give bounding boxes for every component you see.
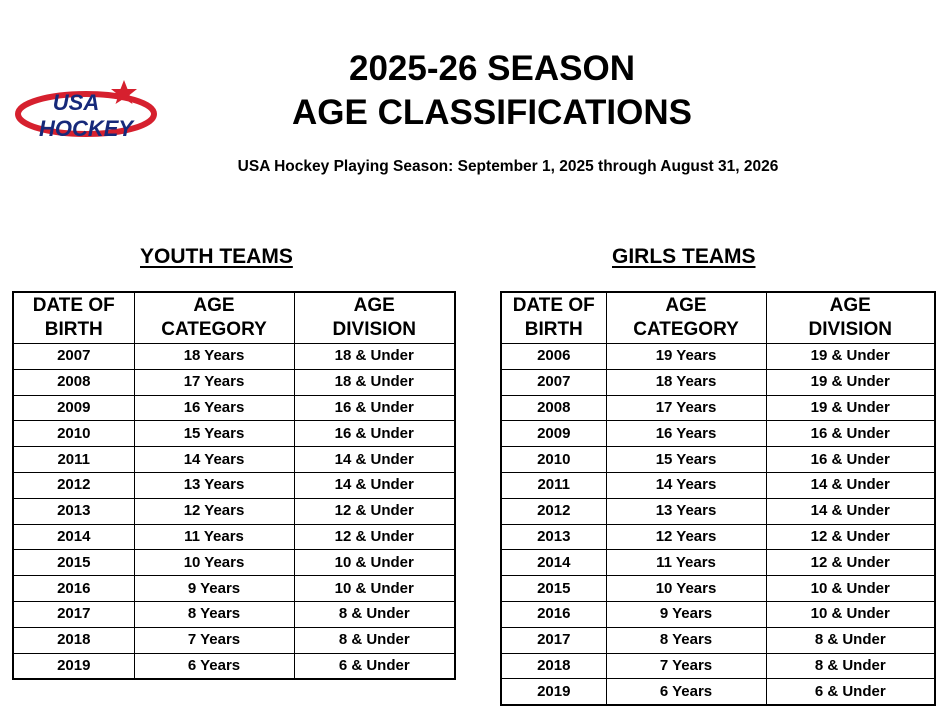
age-category-cell: 6 Years: [606, 679, 766, 705]
birth-year-cell: 2010: [501, 447, 606, 473]
age-category-cell: 14 Years: [606, 472, 766, 498]
age-category-cell: 12 Years: [606, 524, 766, 550]
age-category-cell: 10 Years: [606, 576, 766, 602]
table-row: [501, 395, 935, 421]
table-row: [13, 447, 455, 473]
birth-year-cell: 2006: [501, 344, 606, 370]
birth-year-cell: 2007: [501, 369, 606, 395]
age-division-cell: 8 & Under: [766, 653, 935, 679]
age-division-cell: 16 & Under: [766, 421, 935, 447]
age-division-cell: 14 & Under: [766, 498, 935, 524]
header-age-category: AGE CATEGORY: [134, 292, 294, 344]
girls-teams-heading: GIRLS TEAMS: [612, 245, 756, 268]
girls-teams-table: [500, 291, 936, 706]
age-category-cell: 11 Years: [606, 550, 766, 576]
age-division-cell: 6 & Under: [294, 653, 455, 679]
header-date-of-birth: DATE OF BIRTH: [13, 292, 134, 344]
age-category-cell: 7 Years: [134, 627, 294, 653]
birth-year-cell: 2010: [13, 421, 134, 447]
birth-year-cell: 2017: [501, 627, 606, 653]
age-division-cell: 16 & Under: [294, 421, 455, 447]
age-division-cell: 8 & Under: [294, 627, 455, 653]
birth-year-cell: 2019: [13, 653, 134, 679]
age-category-cell: 14 Years: [134, 447, 294, 473]
table-row: [501, 653, 935, 679]
age-division-cell: 14 & Under: [766, 472, 935, 498]
table-row: [501, 369, 935, 395]
header-age-category: AGE CATEGORY: [606, 292, 766, 344]
age-category-cell: 16 Years: [606, 421, 766, 447]
birth-year-cell: 2014: [501, 550, 606, 576]
table-row: [501, 679, 935, 705]
age-division-cell: 12 & Under: [766, 524, 935, 550]
table-row: [13, 498, 455, 524]
birth-year-cell: 2019: [501, 679, 606, 705]
table-row: [501, 472, 935, 498]
table-row: [13, 472, 455, 498]
season-dates: USA Hockey Playing Season: September 1, 2025 through August 31, 2026: [237, 158, 779, 175]
age-division-cell: 16 & Under: [766, 447, 935, 473]
table-row: [13, 627, 455, 653]
birth-year-cell: 2015: [13, 550, 134, 576]
age-division-cell: 10 & Under: [766, 601, 935, 627]
header-age-division: AGE DIVISION: [766, 292, 935, 344]
age-category-cell: 10 Years: [134, 550, 294, 576]
birth-year-cell: 2018: [501, 653, 606, 679]
age-division-cell: 16 & Under: [294, 395, 455, 421]
age-division-cell: 8 & Under: [766, 627, 935, 653]
age-division-cell: 18 & Under: [294, 344, 455, 370]
age-category-cell: 11 Years: [134, 524, 294, 550]
table-row: [13, 524, 455, 550]
age-division-cell: 12 & Under: [294, 498, 455, 524]
age-division-cell: 14 & Under: [294, 447, 455, 473]
table-row: [501, 576, 935, 602]
table-row: [501, 627, 935, 653]
age-category-cell: 16 Years: [134, 395, 294, 421]
age-division-cell: 10 & Under: [766, 576, 935, 602]
age-category-cell: 17 Years: [606, 395, 766, 421]
age-category-cell: 6 Years: [134, 653, 294, 679]
age-category-cell: 17 Years: [134, 369, 294, 395]
logo-hockey-text: HOCKEY: [38, 116, 134, 141]
table-header-row: [13, 292, 455, 344]
age-division-cell: 12 & Under: [766, 550, 935, 576]
table-row: [501, 524, 935, 550]
age-category-cell: 8 Years: [606, 627, 766, 653]
age-category-cell: 13 Years: [606, 498, 766, 524]
birth-year-cell: 2015: [501, 576, 606, 602]
age-division-cell: 8 & Under: [294, 601, 455, 627]
table-row: [501, 447, 935, 473]
table-row: [13, 395, 455, 421]
age-category-cell: 8 Years: [134, 601, 294, 627]
age-category-cell: 7 Years: [606, 653, 766, 679]
table-row: [501, 550, 935, 576]
birth-year-cell: 2014: [13, 524, 134, 550]
table-row: [13, 369, 455, 395]
age-category-cell: 13 Years: [134, 472, 294, 498]
table-row: [13, 601, 455, 627]
birth-year-cell: 2009: [501, 421, 606, 447]
age-division-cell: 10 & Under: [294, 550, 455, 576]
age-category-cell: 15 Years: [606, 447, 766, 473]
table-row: [501, 421, 935, 447]
page-title-line-2: AGE CLASSIFICATIONS: [292, 93, 692, 132]
birth-year-cell: 2013: [13, 498, 134, 524]
birth-year-cell: 2011: [13, 447, 134, 473]
table-row: [13, 421, 455, 447]
birth-year-cell: 2012: [13, 472, 134, 498]
age-division-cell: 6 & Under: [766, 679, 935, 705]
table-row: [13, 653, 455, 679]
birth-year-cell: 2008: [13, 369, 134, 395]
page-title-line-1: 2025-26 SEASON: [349, 49, 635, 88]
age-division-cell: 19 & Under: [766, 395, 935, 421]
youth-teams-heading: YOUTH TEAMS: [140, 245, 293, 268]
age-category-cell: 12 Years: [134, 498, 294, 524]
table-header-row: [501, 292, 935, 344]
age-division-cell: 19 & Under: [766, 369, 935, 395]
table-row: [13, 344, 455, 370]
birth-year-cell: 2016: [13, 576, 134, 602]
age-category-cell: 9 Years: [134, 576, 294, 602]
table-row: [501, 344, 935, 370]
table-row: [13, 550, 455, 576]
birth-year-cell: 2008: [501, 395, 606, 421]
age-division-cell: 10 & Under: [294, 576, 455, 602]
birth-year-cell: 2017: [13, 601, 134, 627]
table-row: [501, 498, 935, 524]
birth-year-cell: 2018: [13, 627, 134, 653]
age-division-cell: 18 & Under: [294, 369, 455, 395]
youth-teams-table: [12, 291, 456, 680]
age-division-cell: 14 & Under: [294, 472, 455, 498]
age-division-cell: 12 & Under: [294, 524, 455, 550]
age-category-cell: 9 Years: [606, 601, 766, 627]
header-date-of-birth: DATE OF BIRTH: [501, 292, 606, 344]
age-category-cell: 18 Years: [134, 344, 294, 370]
age-category-cell: 18 Years: [606, 369, 766, 395]
birth-year-cell: 2007: [13, 344, 134, 370]
birth-year-cell: 2013: [501, 524, 606, 550]
age-category-cell: 19 Years: [606, 344, 766, 370]
table-row: [501, 601, 935, 627]
age-category-cell: 15 Years: [134, 421, 294, 447]
table-row: [13, 576, 455, 602]
age-division-cell: 19 & Under: [766, 344, 935, 370]
birth-year-cell: 2012: [501, 498, 606, 524]
birth-year-cell: 2011: [501, 472, 606, 498]
header-age-division: AGE DIVISION: [294, 292, 455, 344]
logo-usa-text: USA: [52, 90, 100, 115]
birth-year-cell: 2016: [501, 601, 606, 627]
birth-year-cell: 2009: [13, 395, 134, 421]
